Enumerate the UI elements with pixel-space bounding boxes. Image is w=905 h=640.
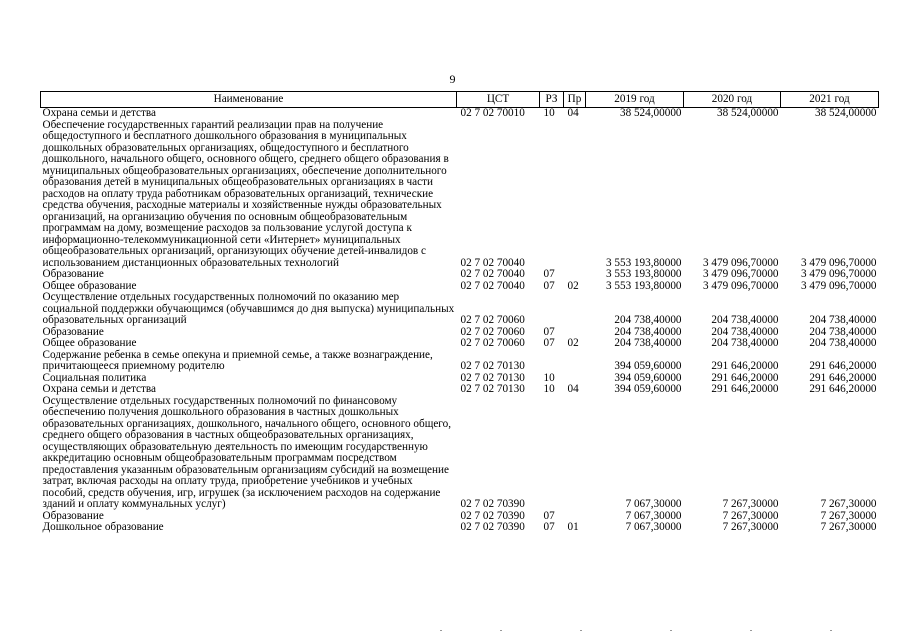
cell-rz: 10 bbox=[543, 383, 555, 395]
cell-rz bbox=[540, 292, 564, 327]
cell-2019: 38 524,00000 bbox=[619, 107, 682, 119]
cell-2021: 7 267,30000 bbox=[820, 498, 877, 510]
header-2020: 2020 год bbox=[684, 92, 781, 108]
cell-cst: 02 7 02 70390 bbox=[460, 498, 525, 510]
cell-2021: 291 646,20000 bbox=[809, 383, 877, 395]
cell-2019: 7 067,30000 bbox=[625, 498, 682, 510]
cell-cst: 02 7 02 70060 bbox=[460, 325, 525, 338]
cell-2020: 204 738,40000 bbox=[711, 314, 779, 326]
cell-2020: 3 479 096,70000 bbox=[702, 279, 779, 292]
cell-name: Общее образование bbox=[42, 337, 137, 349]
cell-2021: 3 479 096,70000 bbox=[800, 268, 877, 280]
table-row bbox=[41, 338, 879, 350]
table-row bbox=[41, 396, 879, 511]
cell-2019: 394 059,60000 bbox=[614, 383, 682, 395]
cell-name: Дошкольное образование bbox=[42, 521, 164, 533]
header-rz: РЗ bbox=[540, 92, 564, 108]
cell-rz: 07 bbox=[543, 521, 555, 533]
cell-cst: 02 7 02 70130 bbox=[460, 360, 525, 372]
cell-2020: 291 646,20000 bbox=[711, 383, 779, 395]
cell-2021: 38 524,00000 bbox=[814, 107, 877, 119]
cell-pr bbox=[564, 350, 586, 373]
cell-2020: 38 524,00000 bbox=[716, 107, 779, 119]
cell-2019: 204 738,40000 bbox=[614, 337, 682, 349]
cell-pr bbox=[564, 120, 586, 270]
cell-cst: 02 7 02 70040 bbox=[460, 268, 525, 280]
cell-cst: 02 7 02 70060 bbox=[460, 314, 525, 326]
cell-cst: 02 7 02 70130 bbox=[460, 383, 525, 395]
table-row bbox=[41, 384, 879, 396]
budget-table bbox=[40, 91, 879, 534]
cell-rz: 10 bbox=[543, 107, 555, 119]
cell-2021: 7 267,30000 bbox=[820, 521, 877, 533]
header-pr: Пр bbox=[564, 92, 586, 108]
cell-2019: 3 553 193,80000 bbox=[605, 279, 682, 292]
cell-rz: 07 bbox=[543, 279, 555, 292]
cell-pr: 04 bbox=[567, 383, 579, 395]
cell-2021: 7 267,30000 bbox=[820, 509, 877, 522]
table-row bbox=[41, 292, 879, 327]
cell-pr: 01 bbox=[567, 521, 579, 533]
cell-2019: 204 738,40000 bbox=[614, 314, 682, 326]
cell-cst: 02 7 02 70130 bbox=[460, 371, 525, 384]
cell-2020: 291 646,20000 bbox=[711, 371, 779, 384]
cell-name: Осуществление отдельных государственных полномочий по оказанию мер социальной поддержки обучающимся (обучавшимся до дня выпуска) муниципальных образовательных организаций bbox=[42, 291, 455, 326]
cell-2021: 291 646,20000 bbox=[809, 371, 877, 384]
cell-2021: 3 479 096,70000 bbox=[800, 279, 877, 292]
cell-2021: 204 738,40000 bbox=[809, 325, 877, 338]
cell-cst: 02 7 02 70390 bbox=[460, 521, 525, 533]
cell-pr bbox=[564, 396, 586, 511]
cell-cst: 02 7 02 70040 bbox=[460, 279, 525, 292]
table-row bbox=[41, 108, 879, 120]
cell-rz: 07 bbox=[543, 509, 555, 522]
table-row bbox=[41, 350, 879, 373]
cell-cst: 02 7 02 70040 bbox=[460, 256, 525, 269]
cell-2019: 3 553 193,80000 bbox=[605, 256, 682, 269]
cell-pr bbox=[564, 292, 586, 327]
cell-cst: 02 7 02 70390 bbox=[460, 509, 525, 522]
cell-2021: 3 479 096,70000 bbox=[800, 256, 877, 269]
cell-name: Общее образование bbox=[42, 279, 137, 292]
scan-artifacts bbox=[440, 630, 880, 636]
cell-2019: 394 059,60000 bbox=[614, 360, 682, 372]
cell-2019: 7 067,30000 bbox=[625, 509, 682, 522]
cell-rz: 07 bbox=[543, 325, 555, 338]
header-cst: ЦСТ bbox=[457, 92, 540, 108]
cell-name: Содержание ребенка в семье опекуна и приемной семье, а также вознаграждение, причитающееся приемному родителю bbox=[42, 348, 433, 372]
header-2019: 2019 год bbox=[586, 92, 684, 108]
cell-name: Образование bbox=[42, 509, 104, 522]
cell-rz: 10 bbox=[543, 371, 555, 384]
cell-2019: 3 553 193,80000 bbox=[605, 268, 682, 280]
cell-name: Образование bbox=[42, 268, 104, 280]
table-row bbox=[41, 269, 879, 281]
cell-pr: 04 bbox=[567, 107, 579, 119]
page-number: 9 bbox=[449, 72, 456, 86]
cell-name: Образование bbox=[42, 325, 104, 338]
cell-pr: 02 bbox=[567, 279, 579, 292]
cell-2019: 204 738,40000 bbox=[614, 325, 682, 338]
cell-rz: 07 bbox=[543, 268, 555, 280]
cell-rz bbox=[540, 396, 564, 511]
cell-rz bbox=[540, 120, 564, 270]
cell-2019: 394 059,60000 bbox=[614, 371, 682, 384]
header-2021: 2021 год bbox=[781, 92, 879, 108]
table-body bbox=[41, 108, 879, 534]
cell-2020: 204 738,40000 bbox=[711, 337, 779, 349]
cell-cst: 02 7 02 70060 bbox=[460, 337, 525, 349]
cell-2020: 204 738,40000 bbox=[711, 325, 779, 338]
cell-name: Охрана семьи и детства bbox=[42, 383, 156, 395]
cell-2020: 291 646,20000 bbox=[711, 360, 779, 372]
cell-2020: 7 267,30000 bbox=[722, 498, 779, 510]
table-row bbox=[41, 120, 879, 270]
cell-cst: 02 7 02 70010 bbox=[460, 107, 525, 119]
cell-2020: 7 267,30000 bbox=[722, 521, 779, 533]
cell-2020: 7 267,30000 bbox=[722, 509, 779, 522]
cell-2020: 3 479 096,70000 bbox=[702, 256, 779, 269]
cell-2021: 291 646,20000 bbox=[809, 360, 877, 372]
cell-name: Осуществление отдельных государственных полномочий по финансовому обеспечению получения дошкольного образования в частных дошкольных образовательных организациях, дошкольного, начального общего, основного общего, среднего общего образования в частных общеобразовательных организациях, осуществляющих образовательную деятельность по имеющим государственную аккредитацию основным общеобразовательным программам посредством предоставления указанным образовательным организациям субсидий на возмещение затрат, включая расходы на оплату труда, приобретение учебников и учебных пособий, средств обучения, игр, игрушек (за исключением расходов на содержание зданий и оплату коммунальных услуг) bbox=[42, 394, 451, 510]
cell-name: Обеспечение государственных гарантий реализации прав на получение общедоступного и бесплатного дошкольного образования в муниципальных дошкольных образовательных организациях, общедоступного и бесплатного дошкольного, начального общего, основного общего, среднего общего образования в муниципальных общеобразовательных организациях, обеспечение дополнительного образования детей в муниципальных общеобразовательных организациях в части расходов на оплату труда работникам образовательных организаций, технические средства обучения, расходные материалы и хозяйственные нужды образовательных организаций, на организацию обучения по основным общеобразовательным программам на дому, возмещение расходов за пользование услугой доступа к информационно-телекоммуникационной сети «Интернет» муниципальных общеобразовательных организаций, организующих обучение детей-инвалидов с использованием дистанционных образовательных технологий bbox=[42, 118, 449, 269]
cell-rz: 07 bbox=[543, 337, 555, 349]
cell-rz bbox=[540, 350, 564, 373]
header-name: Наименование bbox=[41, 92, 457, 108]
cell-2020: 3 479 096,70000 bbox=[702, 268, 779, 280]
table-header-row bbox=[41, 92, 879, 108]
cell-pr bbox=[564, 269, 586, 281]
cell-name: Социальная политика bbox=[42, 371, 147, 384]
cell-name: Охрана семьи и детства bbox=[42, 107, 156, 119]
table-row bbox=[41, 522, 879, 534]
cell-2021: 204 738,40000 bbox=[809, 337, 877, 349]
cell-2021: 204 738,40000 bbox=[809, 314, 877, 326]
cell-pr: 02 bbox=[567, 337, 579, 349]
cell-2019: 7 067,30000 bbox=[625, 521, 682, 533]
